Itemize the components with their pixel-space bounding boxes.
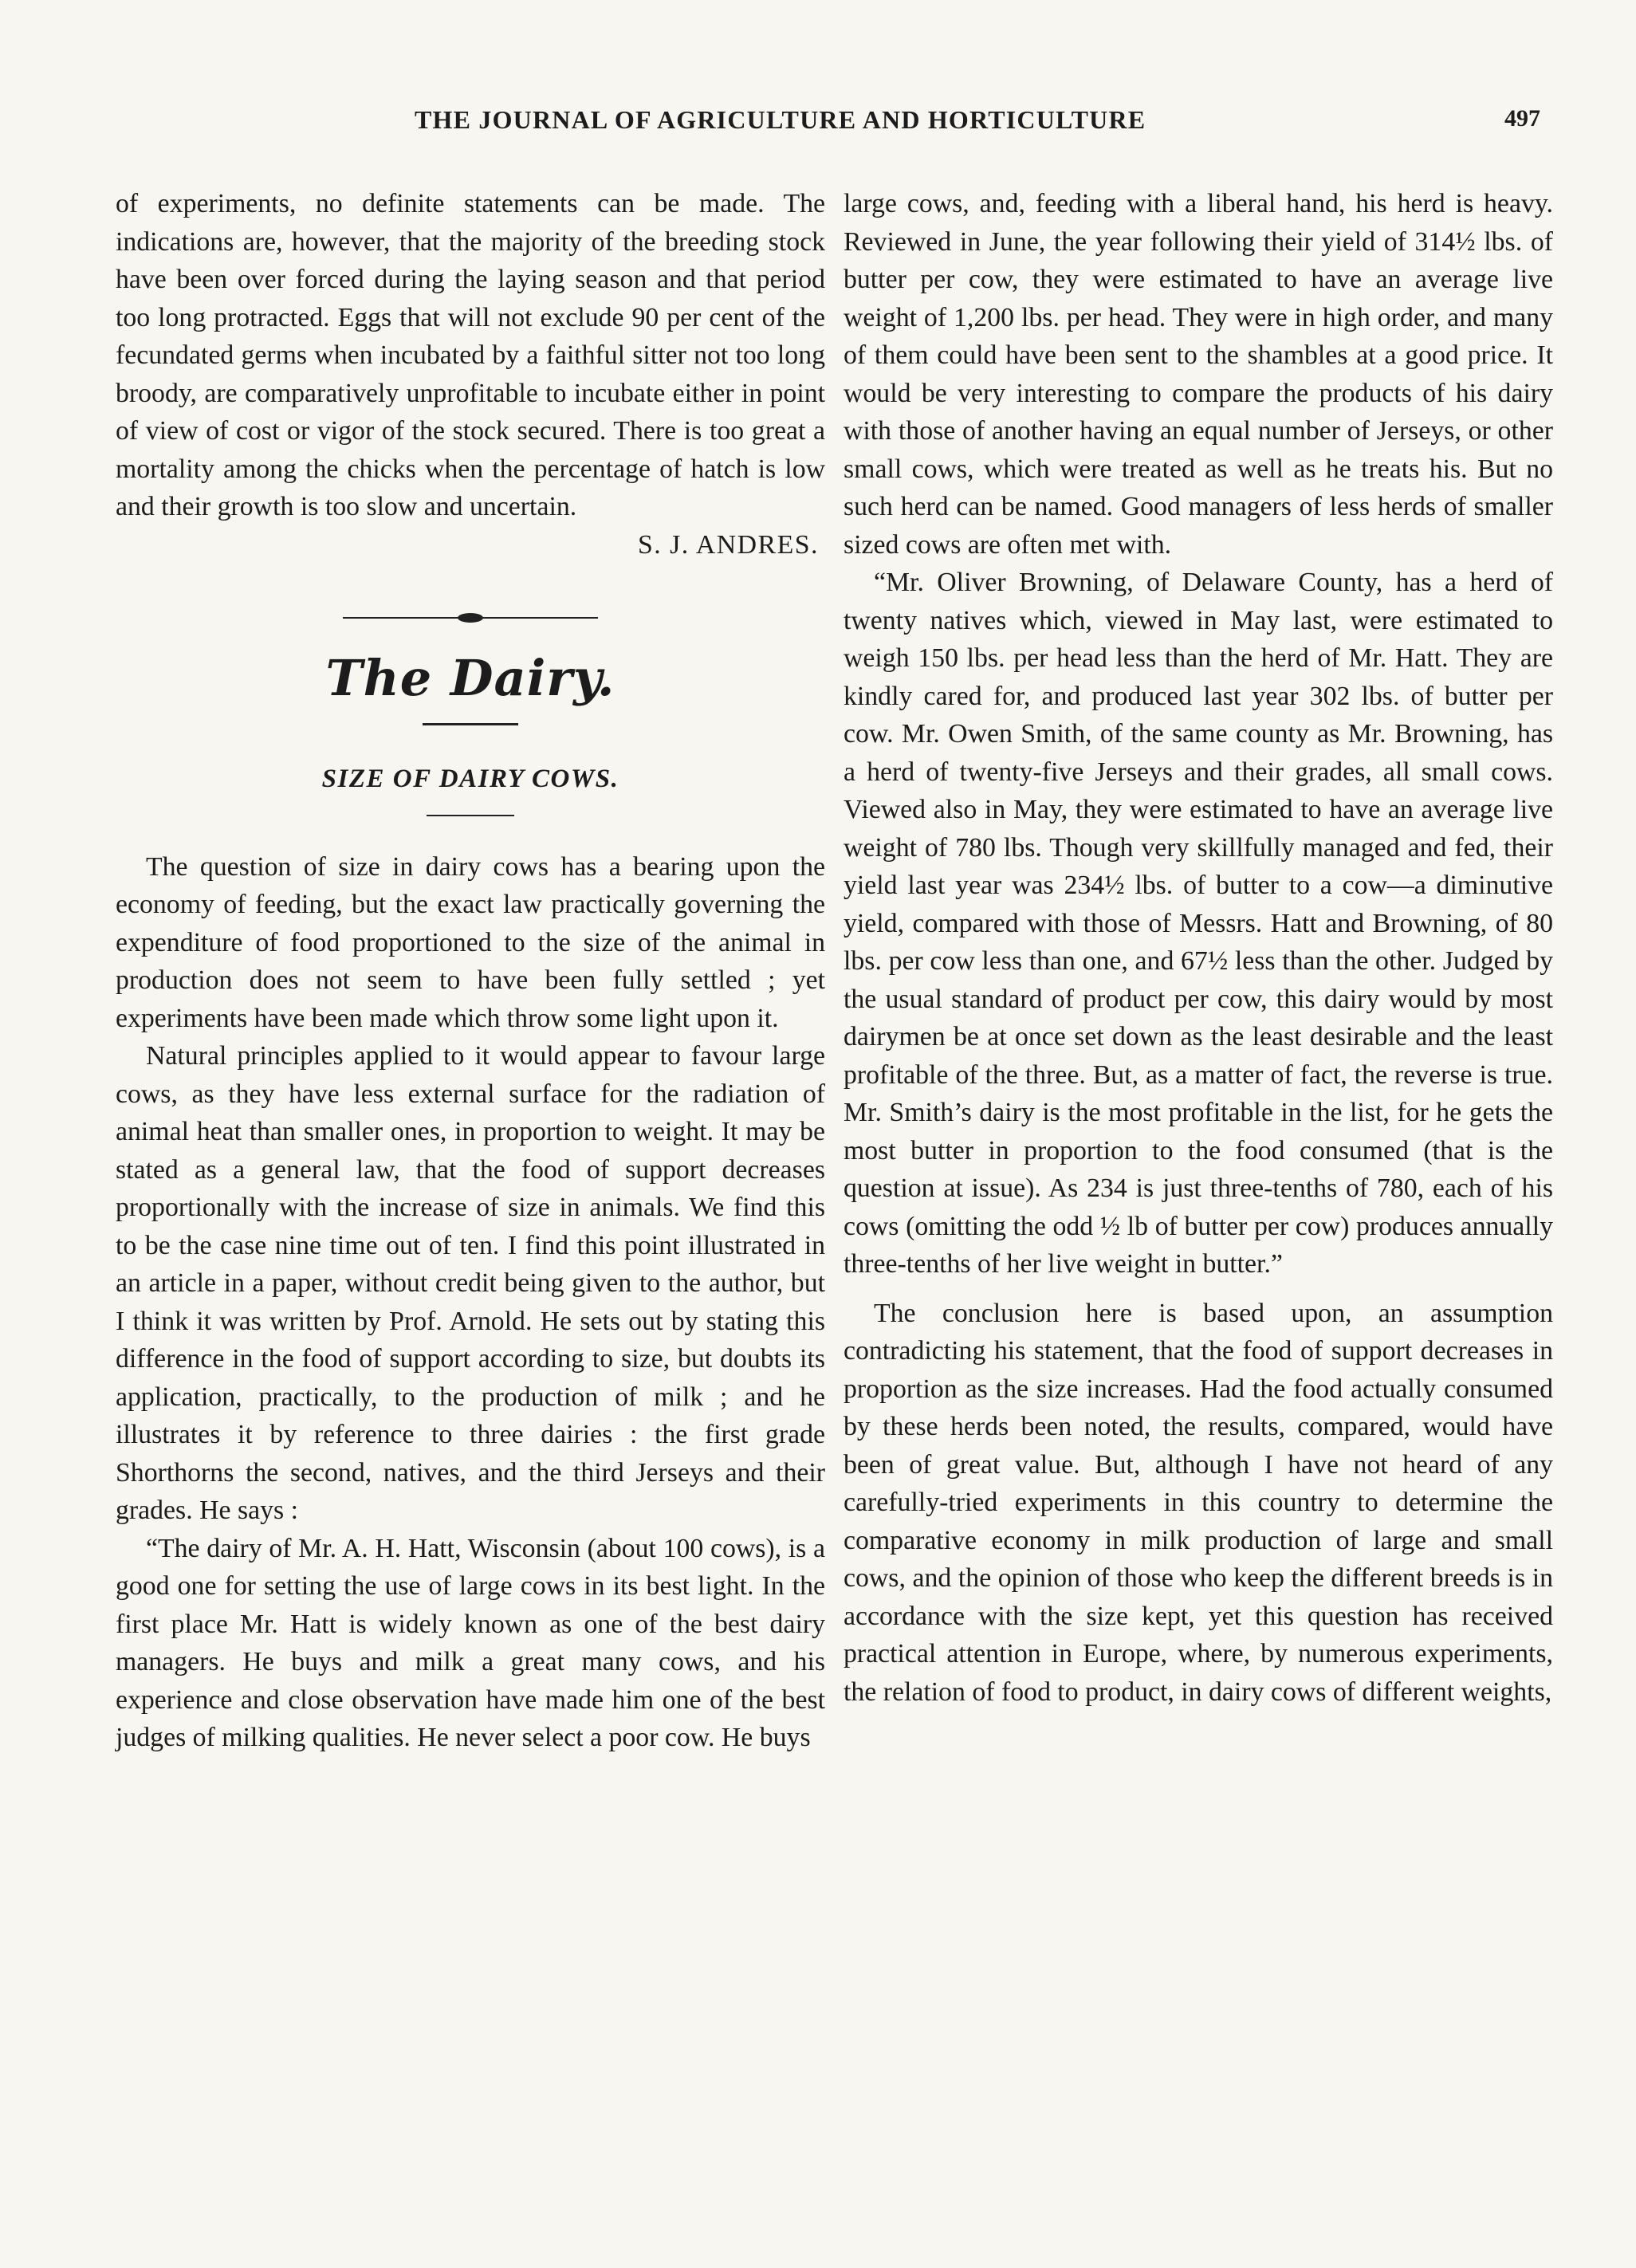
page-number: 497 bbox=[1504, 105, 1540, 132]
left-paragraph-2: The question of size in dairy cows has a bearing upon the economy of feeding, but the exact law practically governing the expenditure of food proportioned to the size of the animal in production does not seem to have been fully settled ; yet experiments have been made which throw some light upon it. bbox=[116, 851, 825, 1033]
author-signature: S. J. ANDRES. bbox=[637, 529, 819, 560]
section-rule bbox=[423, 723, 518, 725]
right-column bbox=[844, 185, 1553, 1711]
article-title: SIZE OF DAIRY COWS. bbox=[321, 765, 619, 793]
left-paragraph-4: “The dairy of Mr. A. H. Hatt, Wisconsin (about 100 cows), is a good one for setting the use of large cows in its best light. In the first place Mr. Hatt is widely known as one of the best dairy managers. He buys and milk a great many cows, and his experience and close observation have made him one of the best judges of milking qualities. He never select a poor cow. He buys bbox=[116, 1533, 825, 1752]
left-column bbox=[116, 185, 825, 1757]
left-paragraph-1: of experiments, no definite statements can be made. The indications are, however, that the majority of the breeding stock have been over forced during the laying season and that period too long protracted. Eggs that will not exclude 90 per cent of the fecundated germs when incubated by a faithful sitter not too long broody, are comparatively unprofitable to incubate either in point of view of cost or vigor of the stock secured. There is too great a mortality among the chicks when the percentage of hatch is low and their growth is too slow and uncertain. bbox=[116, 189, 825, 521]
section-separator bbox=[343, 613, 598, 623]
separator-ornament bbox=[458, 613, 483, 623]
section-title: The Dairy. bbox=[325, 649, 615, 707]
right-paragraph-3: The conclusion here is based upon, an assumption contradicting his statement, that the food of support decreases in proportion as the size increases. Had the food actually consumed by these herds been noted, the results, compared, would have been of great value. But, although I have not heard of any carefully-tried experiments in this country to determine the comparative economy in milk production of large and small cows, and the opinion of those who keep the different breeds is in accordance with the size kept, yet this question has received practical attention in Europe, where, by numerous experiments, the relation of food to product, in dairy cows of different weights, bbox=[844, 1298, 1553, 1707]
left-paragraph-3: Natural principles applied to it would appear to favour large cows, as they have less external surface for the radiation of animal heat than smaller ones, in proportion to weight. It may be stated as a general law, that the food of support decreases proportionally with the increase of size in animals. We find this to be the case nine time out of ten. I find this point illustrated in an article in a paper, without credit being given to the author, but I think it was written by Prof. Arnold. He sets out by stating this difference in the food of support according to size, but doubts its application, practically, to the production of milk ; and he illustrates it by reference to three dairies : the first grade Shorthorns the second, natives, and the third Jerseys and their grades. He says : bbox=[116, 1041, 825, 1525]
running-head: THE JOURNAL OF AGRICULTURE AND HORTICULTURE bbox=[415, 105, 1146, 134]
right-paragraph-2: “Mr. Oliver Browning, of Delaware County, has a herd of twenty natives which, viewed in May last, were estimated to weigh 150 lbs. per head less than the herd of Mr. Hatt. They are kindly cared for, and produced last year 302 lbs. of butter per cow. Mr. Owen Smith, of the same county as Mr. Browning, has a herd of twenty-five Jerseys and their grades, all small cows. Viewed also in May, they were estimated to have an average live weight of 780 lbs. Though very skillfully managed and fed, their yield last year was 234½ lbs. of butter to a cow—a diminutive yield, compared with those of Messrs. Hatt and Browning, of 80 lbs. per cow less than one, and 67½ less than the other. Judged by the usual standard of product per cow, this dairy would by most dairymen be at once set down as the least desirable and the least profitable of the three. But, as a matter of fact, the reverse is true. Mr. Smith’s dairy is the most profitable in the list, for he gets the most butter in proportion to the food consumed (that is the question at issue). As 234 is just three-tenths of 780, each of his cows (omitting the odd ½ lb of butter per cow) produces annually three-tenths of her live weight in butter.” bbox=[844, 568, 1553, 1279]
right-paragraph-1: large cows, and, feeding with a liberal hand, his herd is heavy. Reviewed in June, the year following their yield of 314½ lbs. of butter per cow, they were estimated to have an average live weight of 1,200 lbs. per head. They were in high order, and many of them could have been sent to the shambles at a good price. It would be very interesting to compare the products of his dairy with those of another having an equal number of Jerseys, or other small cows, which were treated as well as he treats his. But no such herd can be named. Good managers of less herds of smaller sized cows are often met with. bbox=[844, 189, 1553, 560]
article-rule bbox=[427, 815, 514, 816]
